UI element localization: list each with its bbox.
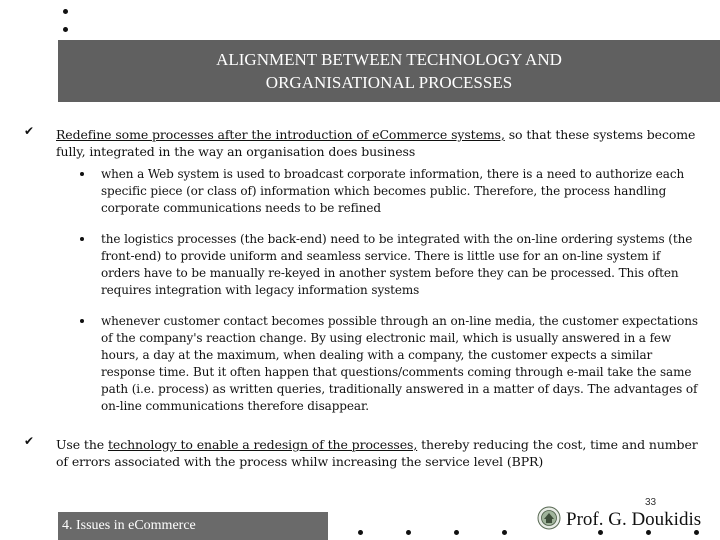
footer-dot xyxy=(502,530,507,535)
footer-section-label: 4. Issues in eCommerce xyxy=(62,518,196,533)
decor-dot xyxy=(63,27,68,32)
slide-title-line-2: ORGANISATIONAL PROCESSES xyxy=(265,73,513,92)
slide-title-line-1: ALIGNMENT BETWEEN TECHNOLOGY AND xyxy=(216,50,562,69)
author-name: Prof. G. Doukidis xyxy=(566,509,702,530)
check-icon: ✔ xyxy=(24,124,35,138)
bullet-2-rest: thereby reducing the cost, time and number of errors associated with the process whilw increasing the service level (BPR) xyxy=(56,437,698,469)
sub-bullet-1-text: when a Web system is used to broadcast corporate information, there is a need to authorize each specific piece (or class of) information which becomes public. Therefore, the process handling corporate communications needs to be refined xyxy=(101,167,685,215)
decor-dot xyxy=(63,9,68,14)
sub-bullet-dot xyxy=(80,319,84,323)
footer-dot xyxy=(454,530,459,535)
bullet-2-prefix: Use the xyxy=(56,437,108,452)
page-number: 33 xyxy=(645,497,657,508)
sub-bullet-dot xyxy=(80,237,84,241)
bullet-1-text xyxy=(56,126,706,160)
sub-bullet-dot xyxy=(80,172,84,176)
bullet-1-underlined: Redefine some processes after the introduction of eCommerce systems, xyxy=(56,127,505,142)
sub-bullet-2-text: the logistics processes (the back-end) need to be integrated with the on-line ordering systems (the front-end) to provide uniform and seamless service. There is little use for an on-line system if orders have to be manually re-keyed in another system before they can be processed. This often requires integration with legacy information systems xyxy=(101,232,693,297)
university-seal-icon xyxy=(537,506,561,530)
footer-dot xyxy=(358,530,363,535)
check-icon: ✔ xyxy=(24,434,35,448)
sub-bullet-3-text: whenever customer contact becomes possible through an on-line media, the customer expectations of the company's reaction change. By using electronic mail, which is usually answered in a few hours, a day at the maximum, when dealing with a company, the customer expects a similar response time. But it often happen that questions/comments coming through e-mail take the same path (i.e. process) as written queries, traditionally answered in a matter of days. The advantages of on-line communications therefore disappear. xyxy=(101,314,698,413)
slide-title-bar xyxy=(58,40,720,102)
footer-dot xyxy=(406,530,411,535)
bullet-2-text xyxy=(56,436,706,470)
bullet-1-rest: so that these systems become fully, integrated in the way an organisation does business xyxy=(56,127,696,159)
bullet-2-underlined: technology to enable a redesign of the processes, xyxy=(107,437,418,452)
footer-section-bar xyxy=(58,512,328,540)
